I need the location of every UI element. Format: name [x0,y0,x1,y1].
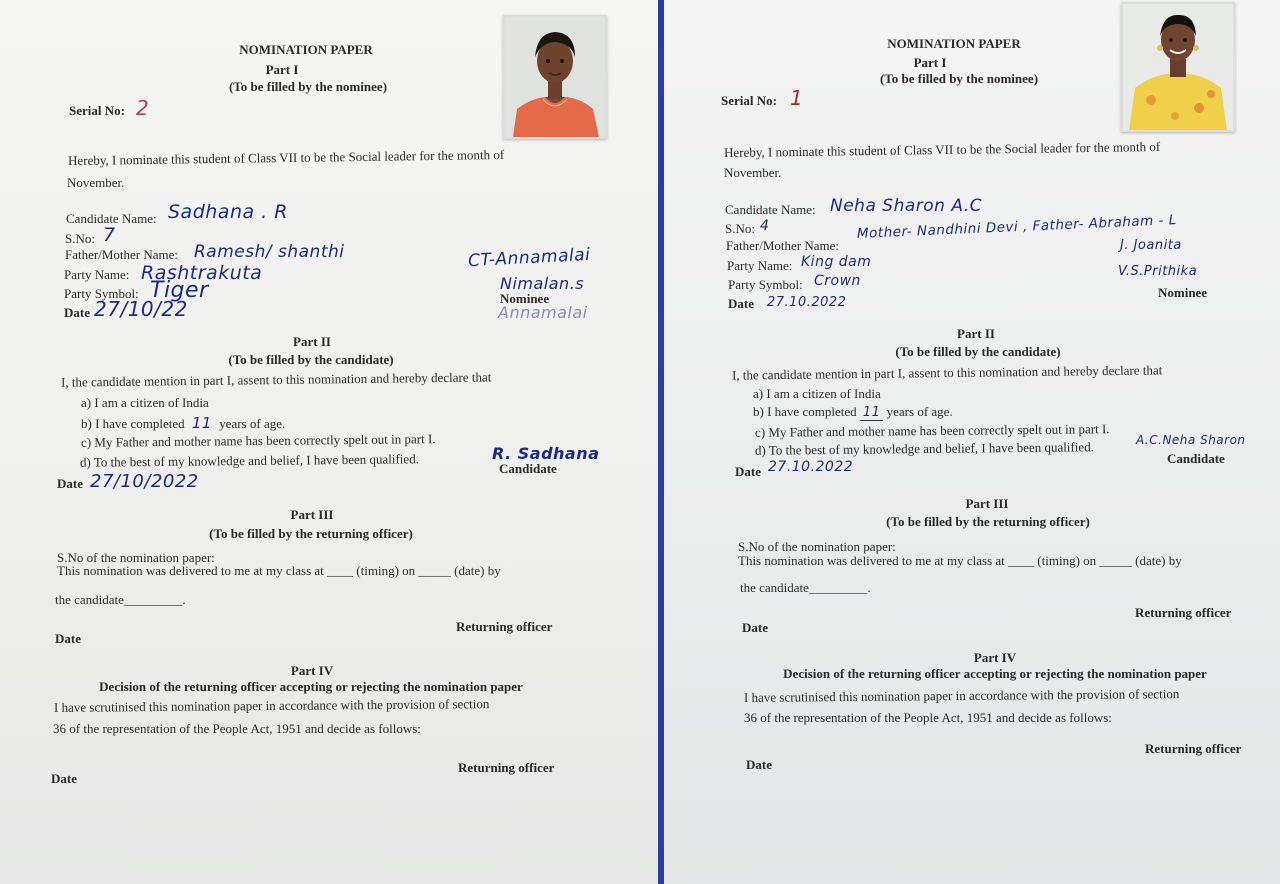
candidate-sig-label: Candidate [1167,451,1225,466]
nominee-signature-2: V.S.Prithika [1118,264,1198,279]
sno-value: 4 [760,218,770,234]
parent-name-label: Father/Mother Name: [726,238,839,253]
part3-line2: the candidate_________. [740,580,871,595]
part4-date-label: Date [51,771,77,786]
sno-value: 7 [103,224,116,246]
part3-subheading: (To be filled by the returning officer) [886,514,1090,529]
party-symbol-value: Crown [814,273,861,289]
part4-line1: I have scrutinised this nomination paper in accordance with the provision of section [743,686,1180,705]
part3-line1: This nomination was delivered to me at my class at ____ (timing) on _____ (date) by [738,553,1182,568]
intro-text-line2: November. [67,175,125,190]
part4-returning-officer: Returning officer [458,760,555,775]
serial-label: Serial No: [721,93,777,108]
nomination-paper-right [664,0,1280,884]
candidate-name-value: Neha Sharon A.C [830,196,983,216]
parent-name-label: Father/Mother Name: [65,247,178,262]
part1-heading: Part I [913,55,947,70]
declaration-a: a) I am a citizen of India [753,386,881,401]
part3-subheading: (To be filled by the returning officer) [209,526,413,541]
party-symbol-label: Party Symbol: [64,286,139,301]
form-title: NOMINATION PAPER [887,36,1021,51]
part1-subheading: (To be filled by the nominee) [228,79,388,94]
part4-line2: 36 of the representation of the People Act, 1951 and decide as follows: [53,721,421,736]
declaration-b-prefix: b) I have completed [81,416,185,431]
candidate-signature: R. Sadhana [492,444,600,463]
date-label: Date [728,296,754,311]
part3-heading: Part III [965,496,1009,511]
party-name-value: Rashtrakuta [141,262,263,284]
part4-returning-officer: Returning officer [1145,741,1242,756]
candidate-signature: A.C.Neha Sharon [1136,433,1246,447]
candidate-photo-left [503,15,607,139]
part1-heading: Part I [265,62,299,77]
nominee-signature-2: Nimalan.s [500,274,585,293]
parent-name-value: Mother- Nandhini Devi , Father- Abraham - L [856,212,1178,242]
part3-line1: This nomination was delivered to me at my class at ____ (timing) on _____ (date) by [57,563,501,578]
part4-line2: 36 of the representation of the People Act, 1951 and decide as follows: [744,710,1112,725]
part2-date-label: Date [735,464,761,479]
part4-subheading: Decision of the returning officer accepting or rejecting the nomination paper [783,666,1207,681]
part2-subheading: (To be filled by the candidate) [895,344,1061,359]
party-symbol-value: Tiger [150,278,209,303]
part4-heading: Part IV [290,663,334,678]
intro-text-line2: November. [724,165,782,180]
serial-label: Serial No: [69,103,125,118]
part4-date-label: Date [746,757,772,772]
part2-subheading: (To be filled by the candidate) [228,352,394,367]
intro-text-line1: Hereby, I nominate this student of Class VII to be the Social leader for the month of [723,138,1161,161]
portrait-image [1123,4,1233,130]
part4-subheading: Decision of the returning officer accepting or rejecting the nomination paper [99,679,523,694]
age-value: 11 [191,414,212,432]
declaration-b-suffix: years of age. [886,404,953,419]
sno-label: S.No: [65,231,95,246]
serial-value: 1 [790,86,804,110]
intro-text-line1: Hereby, I nominate this student of Class VII to be the Social leader for the month of [67,146,505,169]
parent-name-value: Ramesh/ shanthi [194,242,345,262]
serial-value: 2 [136,96,150,120]
age-value: 11 [860,405,884,421]
declaration-b [81,414,285,432]
nominee-signature-1: J. Joanita [1120,238,1182,253]
part3-returning-officer: Returning officer [1135,605,1232,620]
part3-returning-officer: Returning officer [456,619,553,634]
part2-heading: Part II [293,334,331,349]
declaration-d: d) To the best of my knowledge and belief, I have been qualified. [754,439,1094,458]
date-value: 27.10.2022 [767,295,847,310]
part3-sno: S.No of the nomination paper: [738,539,896,554]
part3-line2: the candidate_________. [55,592,186,607]
party-name-label: Party Name: [64,267,130,282]
nominee-label: Nominee [1158,285,1208,300]
part2-date-value: 27.10.2022 [768,459,854,475]
declaration-c: c) My Father and mother name has been correctly spelt out in part I. [754,421,1110,440]
declaration-b-prefix: b) I have completed [753,404,857,419]
declaration-b-suffix: years of age. [219,416,286,431]
part2-heading: Part II [957,326,995,341]
part1-subheading: (To be filled by the nominee) [879,71,1039,86]
nominee-signature-3: Annamalai [498,303,588,322]
part3-date-label: Date [55,631,81,646]
nominee-signature-1: CT-Annamalai [467,244,591,272]
part2-intro: I, the candidate mention in part I, assent to this nomination and hereby declare that [731,362,1163,383]
candidate-photo-right [1121,2,1235,132]
declaration-a: a) I am a citizen of India [81,395,209,410]
candidate-sig-label: Candidate [499,461,557,476]
part3-heading: Part III [290,507,334,522]
part4-heading: Part IV [973,650,1017,665]
part2-date-value: 27/10/2022 [90,471,199,492]
part2-intro: I, the candidate mention in part I, assent to this nomination and hereby declare that [60,369,492,390]
declaration-c: c) My Father and mother name has been correctly spelt out in part I. [80,431,436,450]
declaration-b [753,404,953,420]
portrait-image [505,17,605,137]
part3-date-label: Date [742,620,768,635]
party-name-value: King dam [801,254,872,270]
sno-label: S.No: [725,221,755,236]
part2-date-label: Date [57,476,83,491]
party-name-label: Party Name: [727,258,793,273]
date-label: Date [64,305,90,320]
part3-sno: S.No of the nomination paper: [57,550,215,565]
declaration-d: d) To the best of my knowledge and belief, I have been qualified. [79,451,419,470]
party-symbol-label: Party Symbol: [728,277,803,292]
form-title: NOMINATION PAPER [239,42,373,57]
candidate-name-label: Candidate Name: [725,202,816,217]
nominee-label: Nominee [500,291,550,306]
candidate-name-label: Candidate Name: [66,211,157,226]
date-value: 27/10/22 [94,297,188,321]
part4-line1: I have scrutinised this nomination paper in accordance with the provision of section [53,696,490,715]
candidate-name-value: Sadhana . R [168,201,288,223]
